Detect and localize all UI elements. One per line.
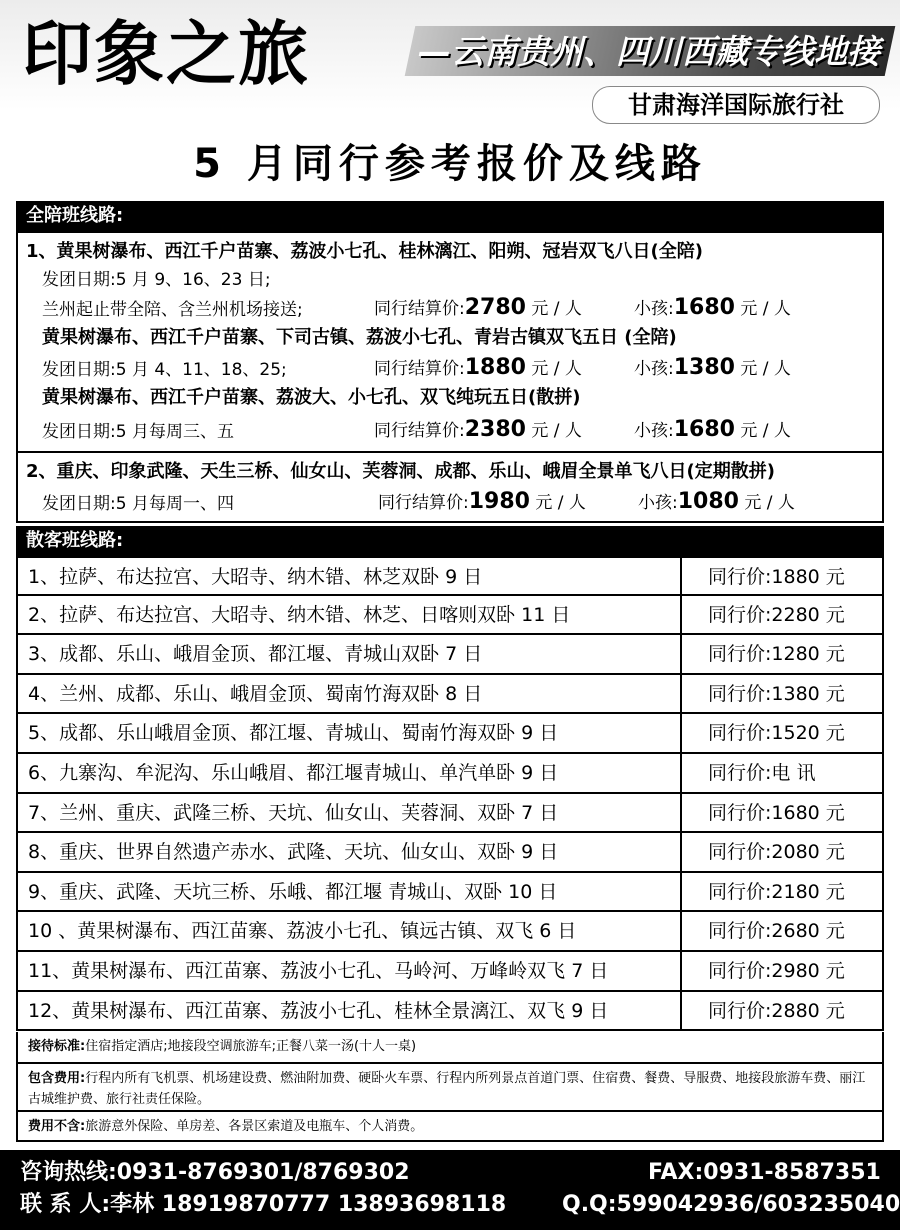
group1-sub2-price: 1880 xyxy=(464,355,526,380)
route-price: 同行价:2880 元 xyxy=(708,999,845,1022)
route-price: 同行价:2680 元 xyxy=(708,920,845,943)
child-label: 小孩: xyxy=(634,299,674,319)
route-name: 7、兰州、重庆、武隆三桥、天坑、仙女山、芙蓉洞、双卧 7 日 xyxy=(28,801,559,824)
table-row xyxy=(16,952,884,992)
slogan: —云南贵州、四川西藏专线地接 xyxy=(418,32,880,71)
route-name: 12、黄果树瀑布、西江苗寨、荔波小七孔、桂林全景漓江、双飞 9 日 xyxy=(28,999,609,1022)
route-price: 同行价:1520 元 xyxy=(708,722,845,745)
unit: 元 / 人 xyxy=(744,493,795,513)
page-title: 5 月同行参考报价及线路 xyxy=(193,141,707,187)
unit: 元 / 人 xyxy=(531,359,582,379)
route-price: 同行价:2180 元 xyxy=(708,880,845,903)
note-standard-label: 接待标准: xyxy=(28,1039,86,1054)
route-price: 同行价:1280 元 xyxy=(708,643,845,666)
group1-note: 兰州起止带全陪、含兰州机场接送; xyxy=(42,300,303,320)
note-excluded xyxy=(16,1112,884,1142)
route-name: 11、黄果树瀑布、西江苗寨、荔波小七孔、马岭河、万峰岭双飞 7 日 xyxy=(28,960,609,982)
unit: 元 / 人 xyxy=(531,299,582,319)
unit: 元 / 人 xyxy=(740,421,791,441)
route-name: 4、兰州、成都、乐山、峨眉金顶、蜀南竹海双卧 8 日 xyxy=(28,682,483,705)
table-row xyxy=(16,714,884,754)
column-divider xyxy=(680,596,682,636)
footer-fax: FAX:0931-8587351 xyxy=(648,1160,881,1185)
group1-child: 1680 xyxy=(673,295,735,320)
route-price: 同行价:1680 元 xyxy=(708,801,845,824)
group1-sub3-child: 1680 xyxy=(673,417,735,442)
agency-name: 甘肃海洋国际旅行社 xyxy=(592,86,880,124)
route-name: 10 、黄果树瀑布、西江苗寨、荔波小七孔、镇远古镇、双飞 6 日 xyxy=(28,920,577,943)
group2-child-row xyxy=(638,489,795,516)
route-name: 1、拉萨、布达拉宫、大昭寺、纳木错、林芝双卧 9 日 xyxy=(28,566,483,588)
price-label: 同行结算价: xyxy=(374,299,465,319)
group1-sub3-date: 发团日期:5 月每周三、五 xyxy=(42,422,234,442)
group1-title: 1、黄果树瀑布、西江千户苗寨、荔波小七孔、桂林漓江、阳朔、冠岩双飞八日(全陪) xyxy=(26,241,703,262)
route-name: 8、重庆、世界自然遗产赤水、武隆、天坑、仙女山、双卧 9 日 xyxy=(28,841,559,864)
price-label: 同行结算价: xyxy=(374,359,465,379)
group1-sub2-date: 发团日期:5 月 4、11、18、25; xyxy=(42,360,287,380)
group1-sub2-price-row xyxy=(374,355,582,382)
table-row xyxy=(16,754,884,794)
unit: 元 / 人 xyxy=(740,299,791,319)
note-included-label: 包含费用: xyxy=(28,1071,86,1086)
table-row xyxy=(16,794,884,834)
group1-sub3-price-row xyxy=(374,417,582,444)
column-divider xyxy=(680,873,682,913)
table-row xyxy=(16,992,884,1032)
group-2 xyxy=(16,451,884,523)
section-full-escort: 全陪班线路: xyxy=(16,201,884,231)
group1-price-row xyxy=(374,295,582,322)
group2-price-row xyxy=(378,489,586,516)
table-row xyxy=(16,635,884,675)
route-price: 同行价:1880 元 xyxy=(708,566,845,588)
column-divider xyxy=(680,558,682,598)
route-name: 3、成都、乐山、峨眉金顶、都江堰、青城山双卧 7 日 xyxy=(28,643,483,666)
group1-sub3-price: 2380 xyxy=(464,417,526,442)
route-price: 同行价:2280 元 xyxy=(708,603,845,626)
route-name: 6、九寨沟、牟泥沟、乐山峨眉、都江堰青城山、单汽单卧 9 日 xyxy=(28,762,559,784)
group1-price: 2780 xyxy=(464,295,526,320)
table-row xyxy=(16,556,884,596)
column-divider xyxy=(680,794,682,834)
unit: 元 / 人 xyxy=(535,493,586,513)
group1-child-row xyxy=(634,295,791,322)
route-price: 同行价:2080 元 xyxy=(708,841,845,864)
column-divider xyxy=(680,714,682,754)
group-1 xyxy=(16,231,884,453)
group1-date: 发团日期:5 月 9、16、23 日; xyxy=(42,270,271,290)
brand-title: 印象之旅 xyxy=(22,13,310,95)
note-excluded-text: 旅游意外保险、单房差、各景区索道及电瓶车、个人消费。 xyxy=(85,1119,424,1134)
footer-contact: 联 系 人:李林 18919870777 13893698118 xyxy=(20,1192,507,1217)
child-label: 小孩: xyxy=(634,421,674,441)
column-divider xyxy=(680,675,682,715)
note-excluded-label: 费用不含: xyxy=(28,1119,86,1134)
table-row xyxy=(16,912,884,952)
footer-hotline: 咨询热线:0931-8769301/8769302 xyxy=(20,1160,410,1185)
table-row xyxy=(16,873,884,913)
column-divider xyxy=(680,635,682,675)
column-divider xyxy=(680,833,682,873)
column-divider xyxy=(680,992,682,1032)
unit: 元 / 人 xyxy=(531,421,582,441)
route-price: 同行价:1380 元 xyxy=(708,682,845,705)
route-price: 同行价:2980 元 xyxy=(708,960,845,982)
footer xyxy=(0,1150,900,1230)
unit: 元 / 人 xyxy=(740,359,791,379)
child-label: 小孩: xyxy=(634,359,674,379)
child-label: 小孩: xyxy=(638,493,678,513)
table-row xyxy=(16,833,884,873)
group1-sub3-title: 黄果树瀑布、西江千户苗寨、荔波大、小七孔、双飞纯玩五日(散拼) xyxy=(42,387,581,408)
group2-price: 1980 xyxy=(468,489,530,514)
column-divider xyxy=(680,912,682,952)
group1-sub2-title: 黄果树瀑布、西江千户苗寨、下司古镇、荔波小七孔、青岩古镇双飞五日 (全陪) xyxy=(42,327,677,348)
footer-qq: Q.Q:599042936/603235040 xyxy=(562,1192,900,1217)
group1-sub3-child-row xyxy=(634,417,791,444)
column-divider xyxy=(680,754,682,794)
note-standard xyxy=(16,1032,884,1064)
route-name: 2、拉萨、布达拉宫、大昭寺、纳木错、林芝、日喀则双卧 11 日 xyxy=(28,603,571,626)
note-standard-text: 住宿指定酒店;地接段空调旅游车;正餐八菜一汤(十人一桌) xyxy=(85,1039,417,1054)
note-included-text: 行程内所有飞机票、机场建设费、燃油附加费、硬卧火车票、行程内所列景点首道门票、住宿费、餐费、导服费、地接段旅游车费、丽江古城维护费、旅行社责任保险。 xyxy=(28,1071,866,1107)
group1-sub2-child: 1380 xyxy=(673,355,735,380)
price-label: 同行结算价: xyxy=(378,493,469,513)
section-scattered: 散客班线路: xyxy=(16,526,884,556)
price-label: 同行结算价: xyxy=(374,421,465,441)
header xyxy=(0,0,900,200)
column-divider xyxy=(680,952,682,992)
note-included xyxy=(16,1064,884,1112)
route-price: 同行价:电 讯 xyxy=(708,762,816,784)
table-row xyxy=(16,596,884,636)
group2-date: 发团日期:5 月每周一、四 xyxy=(42,494,234,514)
group2-child: 1080 xyxy=(677,489,739,514)
table-row xyxy=(16,675,884,715)
group2-title: 2、重庆、印象武隆、天生三桥、仙女山、芙蓉洞、成都、乐山、峨眉全景单飞八日(定期散拼) xyxy=(26,461,775,482)
route-name: 5、成都、乐山峨眉金顶、都江堰、青城山、蜀南竹海双卧 9 日 xyxy=(28,722,559,745)
group1-sub2-child-row xyxy=(634,355,791,382)
route-name: 9、重庆、武隆、天坑三桥、乐峨、都江堰 青城山、双卧 10 日 xyxy=(28,880,558,903)
